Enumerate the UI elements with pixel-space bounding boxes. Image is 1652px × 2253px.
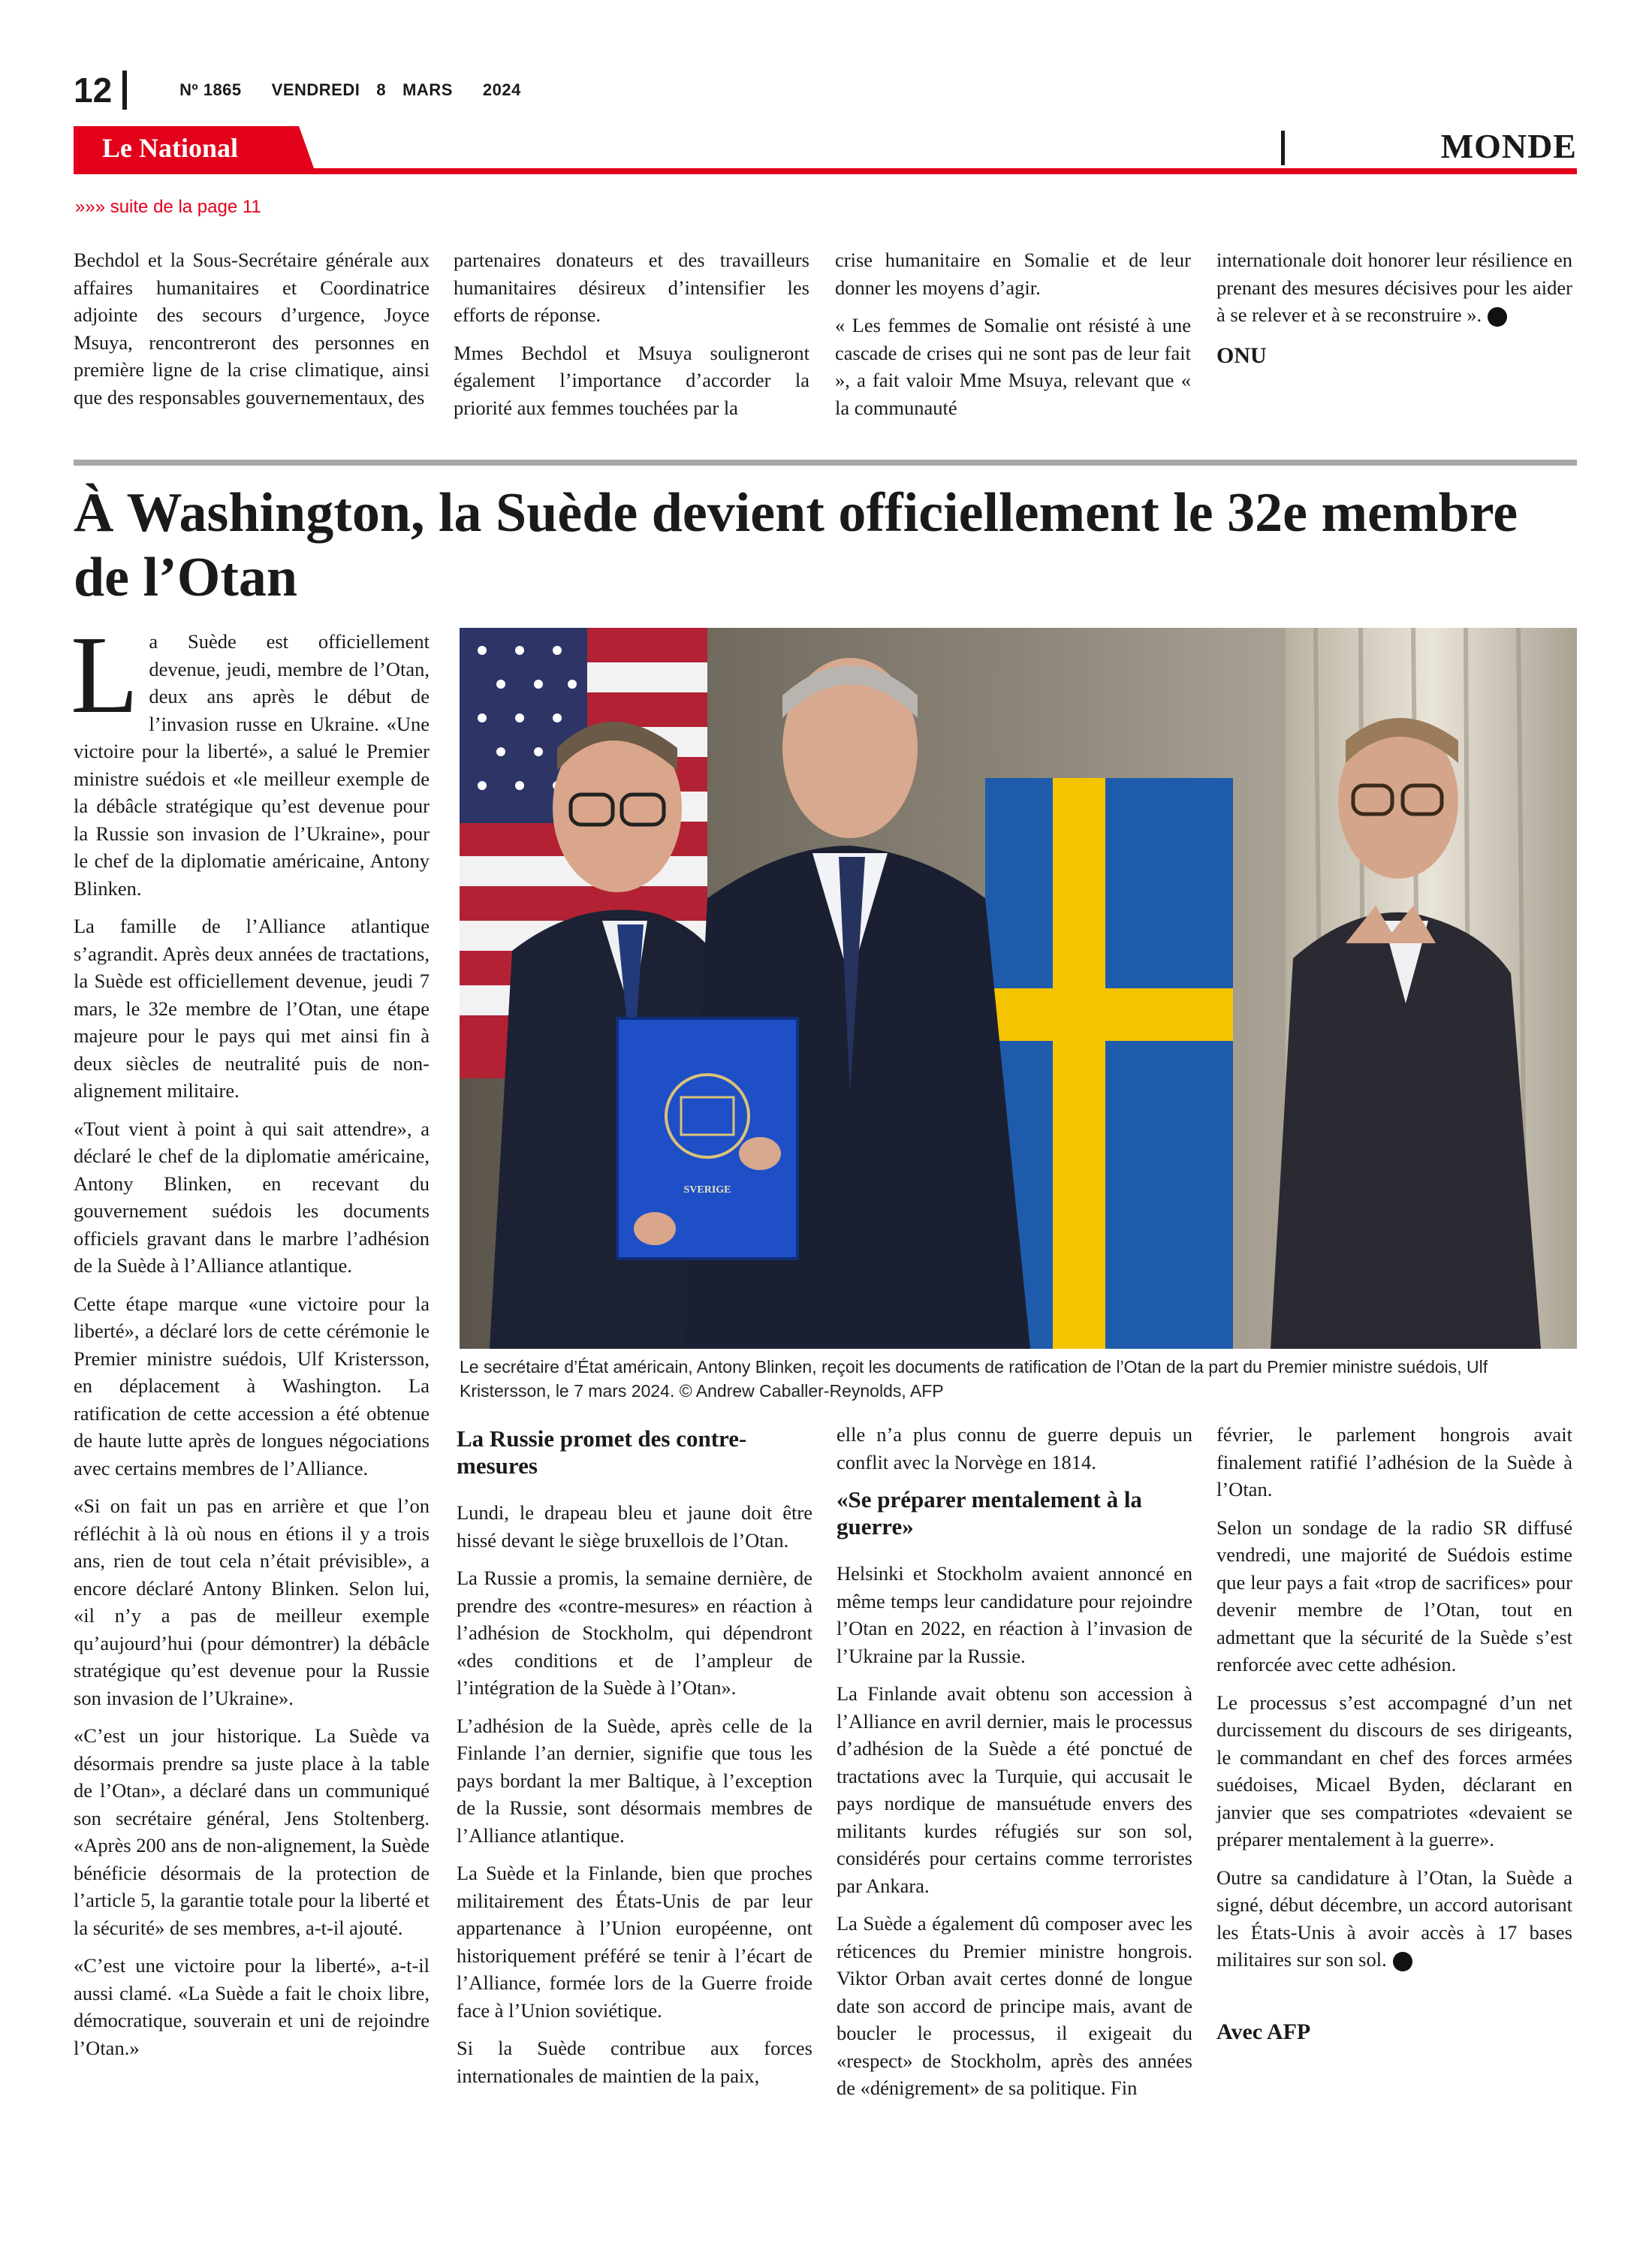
end-of-article-icon: [1488, 307, 1507, 327]
paragraph: elle n’a plus connu de guerre depuis un conflit avec la Norvège en 1814.: [837, 1423, 1192, 1473]
paragraph: [1216, 1864, 1572, 1974]
section-divider: [1281, 131, 1285, 165]
brand-band: [74, 126, 1577, 176]
issue-year: 2024: [482, 80, 521, 99]
brand-logo: Le National: [102, 133, 239, 163]
article-photo: [460, 628, 1577, 1349]
issue-number: Nº 1865: [179, 80, 242, 99]
paragraph: Selon un sondage de la radio SR diffusé vendredi, une majorité de Suédois estime que leur pays a fait «trop de sacrifices» pour devenir membre de l’Otan, tout en admettant que la sécurité de la Suède s’est renforcée avec cette adhésion.: [1216, 1516, 1572, 1675]
paragraph: L’adhésion de la Suède, après celle de la Finlande l’an dernier, signifie que tous les pays bordant la mer Baltique, à l’exception de la Russie, sont désormais membres de l’Alliance atlantique.: [457, 1714, 812, 1847]
paragraph: «C’est une victoire pour la liberté», a-t-il aussi clamé. «La Suède a fait le choix libre, démocratique, souverain et uni de rejoindre l’Otan.»: [74, 1954, 430, 2059]
article-signature: ONU: [1216, 342, 1267, 368]
main-article-column-4: [1216, 1421, 1572, 2046]
lead-paragraph: [71, 614, 430, 902]
photo-caption: Le secrétaire d’État américain, Antony Blinken, reçoit les documents de ratification de l’Otan de la part du Premier ministre suédois, Ulf Kristersson, le 7 mars 2024. © Andrew Caballer-Reynolds, AFP: [460, 1357, 1488, 1401]
paragraph: février, le parlement hongrois avait finalement ratifié l’adhésion de la Suède à l’Otan.: [1216, 1423, 1572, 1500]
paragraph: « Les femmes de Somalie ont résisté à une cascade de crises qui ne sont pas de leur fait », a fait valoir Mme Msuya, relevant que « la communauté: [835, 314, 1191, 419]
brand-rule: [74, 168, 1577, 174]
paragraph: «Tout vient à point à qui sait attendre», a déclaré le chef de la diplomatie américaine, Antony Blinken, en recevant du gouvernement suédois les documents officiels gravant dans le marbre l’adhésion de la Suède à l’Alliance atlantique.: [74, 1117, 430, 1277]
drop-cap: L: [71, 614, 139, 737]
paragraph-text: a Suède est officiellement devenue, jeudi, membre de l’Otan, deux ans après le début de l’invasion russe en Ukraine. «Une victoire pour la liberté», a salué le Premier ministre suédois et «le meilleur exemple de la débâcle stratégique qu’est devenue pour la Russie son invasion de l’Ukraine», pour le chef de la diplomatie américaine, Antony Blinken.: [74, 630, 430, 900]
top-article-column-4: [1216, 246, 1572, 369]
paragraph: Si la Suède contribue aux forces internationales de maintien de la paix,: [457, 2037, 812, 2087]
issue-month: MARS: [402, 80, 453, 99]
paragraph: Bechdol et la Sous-Secrétaire générale aux affaires humanitaires et Coordinatrice adjointe des secours d’urgence, Joyce Msuya, rencontreront des personnes en première ligne de la crise climatique, ainsi que des responsables gouvernementaux, des: [74, 249, 430, 409]
folder-label: SVERIGE: [683, 1184, 731, 1196]
paragraph: [1216, 246, 1572, 329]
article-signature: Avec AFP: [1216, 2019, 1311, 2044]
main-article-column-1: [71, 614, 430, 2072]
main-article-column-2: [457, 1421, 812, 2100]
photo-illustration: [460, 628, 1577, 1349]
issue-weekday: VENDREDI: [271, 80, 360, 99]
top-article-column-2: [454, 246, 809, 432]
page-number: 12: [74, 71, 113, 110]
paragraph: «C’est un jour historique. La Suède va désormais prendre sa juste place à la table de l’Otan», a déclaré dans un communiqué son secrétaire général, Jens Stoltenberg. «Après 200 ans de non-alignement, la Suède bénéficie désormais de la protection de l’article 5, la garantie totale pour la liberté et la sécurité» de ses membres, a-t-il ajouté.: [74, 1724, 430, 1939]
subheading: «Se préparer mentalement à la guerre»: [837, 1486, 1142, 1540]
paragraph-text: Outre sa candidature à l’Otan, la Suède a signé, début décembre, un accord autorisant les États-Unis à avoir accès à 17 bases militaires sur son sol.: [1216, 1865, 1572, 1971]
subheading: La Russie promet des contre-mesures: [457, 1425, 747, 1479]
paragraph: La Suède et la Finlande, bien que proches militairement des États-Unis de par leur appartenance à l’Union européenne, ont historiquement préféré se tenir à l’écart de l’Alliance, formée lors de la Guerre froide face à l’Union soviétique.: [457, 1862, 812, 2022]
continued-from-link[interactable]: »»» suite de la page 11: [75, 197, 261, 217]
paragraph: partenaires donateurs et des travailleurs humanitaires désireux d’intensifier les efforts de réponse.: [454, 249, 809, 326]
article-headline: À Washington, la Suède devient officiellement le 32e membre de l’Otan: [74, 482, 1518, 608]
main-article-column-3: [837, 1421, 1192, 2113]
issue-day: 8: [376, 80, 387, 99]
paragraph: Lundi, le drapeau bleu et jaune doit être hissé devant le siège bruxellois de l’Otan.: [457, 1501, 812, 1552]
paragraph: Helsinki et Stockholm avaient annoncé en même temps leur candidature pour rejoindre l’Otan en 2022, en réaction à l’invasion de l’Ukraine par la Russie.: [837, 1562, 1192, 1667]
page-header: [74, 68, 551, 113]
paragraph: Le processus s’est accompagné d’un net durcissement du discours de ses dirigeants, le commandant en chef des forces armées suédoises, Micael Byden, déclarant en janvier que ses compatriotes «devaient se préparer mentalement à la guerre».: [1216, 1691, 1572, 1850]
paragraph: La Suède a également dû composer avec les réticences du Premier ministre hongrois. Viktor Orban avait certes donné de longue date son accord de principe mais, avant de boucler le processus, il exigeait du «respect» de Stockholm, après des années de «dénigrement» de sa politique. Fin: [837, 1912, 1192, 2099]
paragraph: La Russie a promis, la semaine dernière, de prendre des «contre-mesures» en réaction à l’adhésion de Stockholm, qui dépendront «des conditions et de l’ampleur de l’intégration de la Suède à l’Otan».: [457, 1567, 812, 1699]
article-divider: [74, 460, 1577, 466]
paragraph-text: internationale doit honorer leur résilience en prenant des mesures décisives pour les aider à se relever et à se reconstruire ».: [1216, 249, 1572, 326]
paragraph: La Finlande avait obtenu son accession à l’Alliance en avril dernier, mais le processus d’adhésion de la Suède a été ponctué de tractations avec la Turquie, qui accusait le pays nordique de mansuétude envers des militants kurdes réfugiés sur son sol, considérés pour certains comme terroristes par Ankara.: [837, 1682, 1192, 1897]
paragraph: crise humanitaire en Somalie et de leur donner les moyens d’agir.: [835, 249, 1191, 299]
section-name: MONDE: [1440, 127, 1577, 165]
page-number-divider: [122, 71, 127, 110]
end-of-article-icon: [1393, 1952, 1412, 1971]
paragraph: La famille de l’Alliance atlantique s’agrandit. Après deux années de tractations, la Suède est officiellement devenue, jeudi 7 mars, le 32e membre de l’Otan, une étape majeure pour le pays qui met ainsi fin à deux siècles de neutralité puis de non-alignement militaire.: [74, 915, 430, 1102]
paragraph: Cette étape marque «une victoire pour la liberté», a déclaré lors de cette cérémonie le Premier ministre suédois, Ulf Kristersson, en déplacement à Washington. La ratification de cette accession a été obtenue de haute lutte après de longues négociations avec certains membres de l’Alliance.: [74, 1292, 430, 1479]
paragraph: Mmes Bechdol et Msuya souligneront également l’importance d’accorder la priorité aux femmes touchées par la: [454, 341, 809, 419]
top-article-column-1: [74, 246, 430, 421]
top-article-column-3: [835, 246, 1191, 432]
paragraph: «Si on fait un pas en arrière et que l’on réfléchit à là où nous en étions il y a trois ans, rien de tout cela n’était prévisible», a encore déclaré Antony Blinken. Selon lui, «il n’y a pas de meilleur exemple qu’aujourd’hui (pour démontrer) la débâcle stratégique qu’est devenue pour la Russie son invasion de l’Ukraine».: [74, 1494, 430, 1709]
